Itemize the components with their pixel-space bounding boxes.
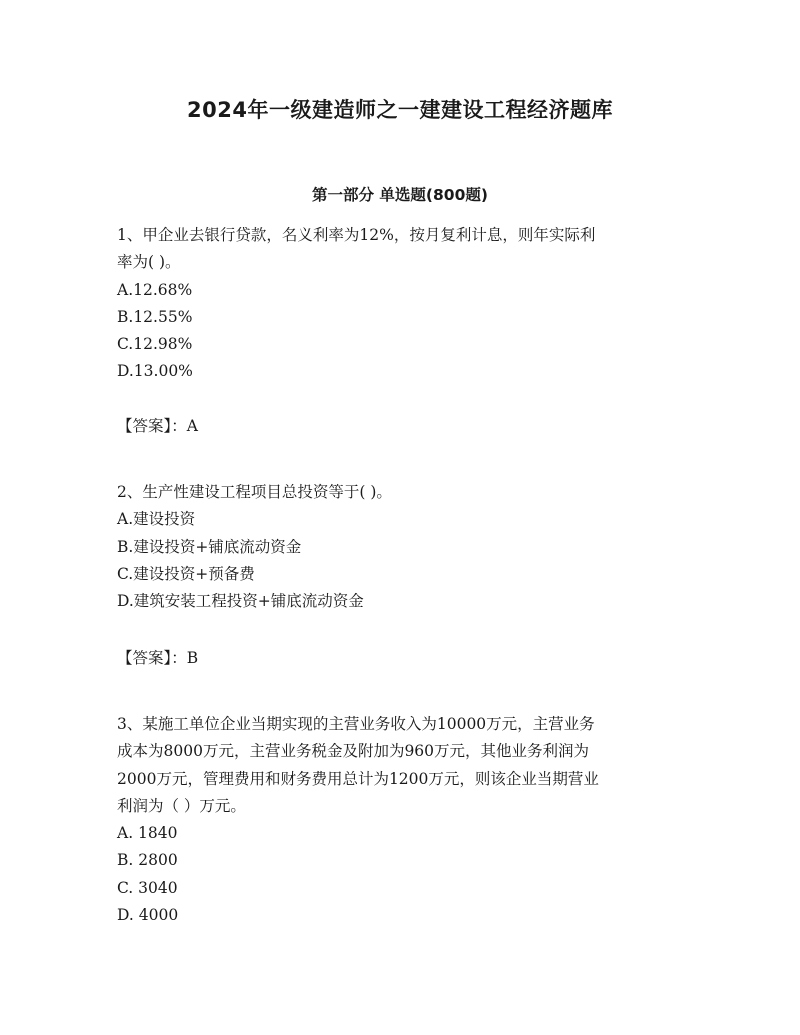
question-stem-line: 3、某施工单位企业当期实现的主营业务收入为10000万元，主营业务 xyxy=(117,715,595,733)
question-stem-line: 2000万元，管理费用和财务费用总计为1200万元，则该企业当期营业 xyxy=(117,769,599,788)
option-d: D. 4000 xyxy=(117,906,179,925)
option-a: A.建设投资 xyxy=(117,510,196,529)
option-b: B. 2800 xyxy=(117,851,178,870)
option-d: D.13.00% xyxy=(117,362,193,381)
question-stem-line: 2、生产性建设工程项目总投资等于( )。 xyxy=(117,483,392,501)
question-2 xyxy=(117,479,692,615)
question-1 xyxy=(117,222,692,386)
option-a: A. 1840 xyxy=(117,824,178,843)
option-d: D.建筑安装工程投资+铺底流动资金 xyxy=(117,592,364,611)
question-stem-line: 率为( )。 xyxy=(117,253,181,272)
answer-1: 【答案】：A xyxy=(117,417,198,435)
question-3 xyxy=(117,711,692,929)
question-stem-line: 1、甲企业去银行贷款，名义利率为12%，按月复利计息，则年实际利 xyxy=(117,226,596,244)
answer-2: 【答案】：B xyxy=(117,649,199,667)
option-a: A.12.68% xyxy=(117,280,193,299)
option-b: B.12.55% xyxy=(117,307,193,326)
option-c: C. 3040 xyxy=(117,878,178,897)
question-stem-line: 成本为8000万元，主营业务税金及附加为960万元，其他业务利润为 xyxy=(117,742,590,761)
option-b: B.建设投资+铺底流动资金 xyxy=(117,537,302,556)
section-title: 第一部分 单选题(800题) xyxy=(312,186,488,204)
option-c: C.12.98% xyxy=(117,335,193,354)
option-c: C.建设投资+预备费 xyxy=(117,564,255,583)
document-title: 2024年一级建造师之一建建设工程经济题库 xyxy=(187,98,613,122)
question-stem-line: 利润为（ ）万元。 xyxy=(117,796,246,815)
